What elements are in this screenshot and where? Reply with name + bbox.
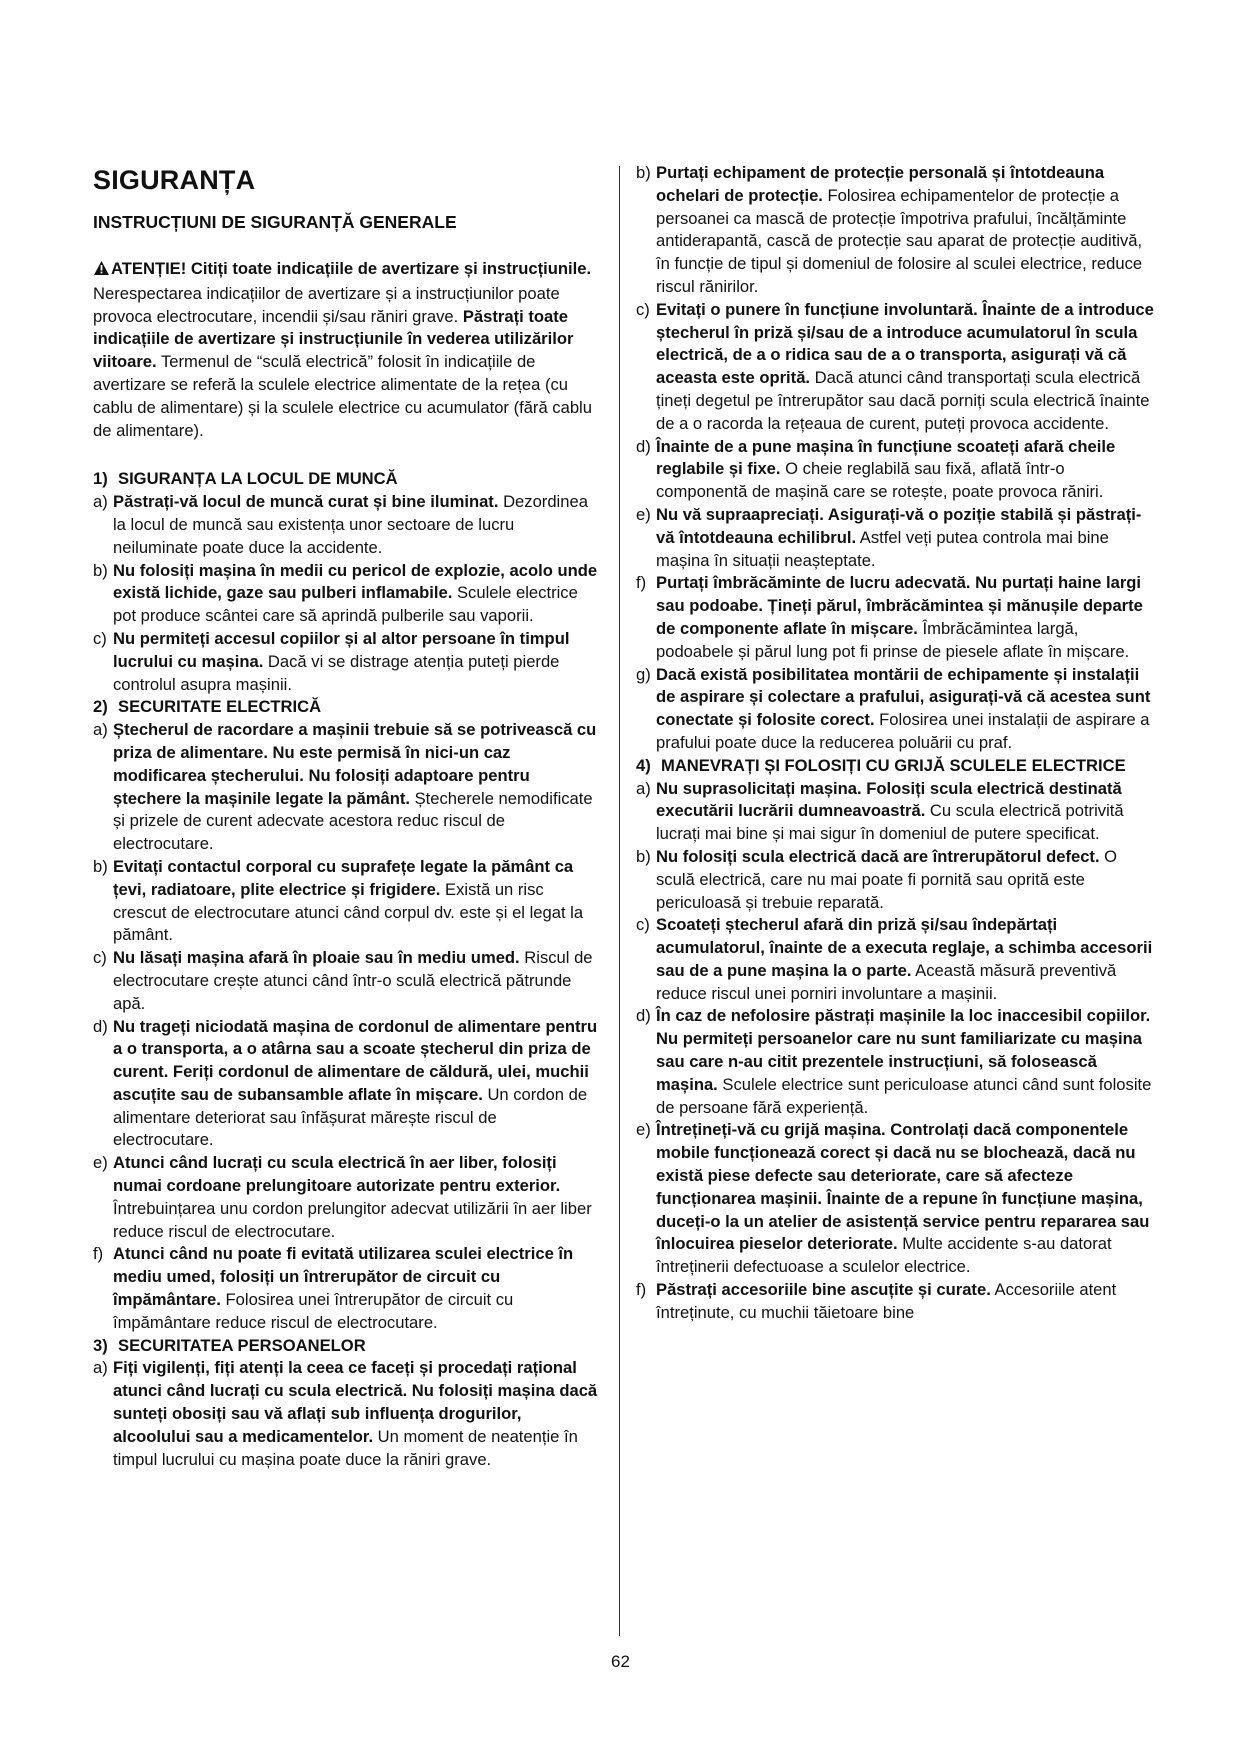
right-column [636, 162, 1156, 1325]
list-item: b) Evitați contactul corporal cu suprafețe legate la pământ ca țevi, radiatoare, plite electrice și frigidere. Există un risc crescut de electrocutare atunci când corpul dv. este și el legat la pământ. [93, 856, 584, 945]
intro-paragraph [93, 258, 601, 442]
column-divider [619, 166, 620, 1636]
intro-text-2: Termenul de “sculă electrică” folosit în indicațiile de avertizare se referă la sculele electrice alimentate de la rețea (cu cablu de alimentare) și la sculele electrice cu acumulator (fără cablu de alimentare). [93, 352, 592, 440]
list-item: f) Păstrați accesoriile bine ascuțite și curate. Accesoriile atent întreținute, cu muchii tăietoare bine [636, 1280, 1117, 1322]
intro-keep-bold: Păstrați toate indicațiile de avertizare și instrucțiunile în vederea utilizărilor viitoare. [93, 306, 574, 372]
section-heading: 4) MANEVRAȚI ȘI FOLOSIȚI CU GRIJĂ SCULELE ELECTRICE [636, 755, 1126, 775]
list-item: c) Scoateți ștecherul afară din priză și/sau îndepărtați acumulatorul, înainte de a executa reglaje, a schimba accesorii sau de a pune mașina la o parte. Această măsură preventivă reduce riscul unei porniri involuntare a mașinii. [636, 915, 1153, 1003]
section-heading: 1) SIGURANȚA LA LOCUL DE MUNCĂ [93, 469, 398, 489]
list-item: a) Ștecherul de racordare a mașinii trebuie să se potrivească cu priza de alimentare. Nu este permisă în nici-un caz modificarea ștecherului. Nu folosiți adaptoare pentru ștechere la mașinile legate la pământ. Ștecherele nemodificate și prizele de curent adecvate acestora reduc riscul de electrocutare. [93, 720, 597, 854]
section-heading: 3) SECURITATEA PERSOANELOR [93, 1335, 366, 1355]
list-item: c) Nu permiteți accesul copiilor și al altor persoane în timpul lucrului cu mașina. Dacă vi se distrage atenția puteți pierde controlul asupra mașinii. [93, 628, 570, 694]
page-title: SIGURANȚA [93, 165, 256, 195]
list-item: a) Nu suprasolicitați mașina. Folosiți scula electrică destinată executării lucrării dumneavoastră. Cu scula electrică potrivită lucrați mai bine și mai sigur în domeniul de putere specificat. [636, 778, 1124, 844]
list-item: d) În caz de nefolosire păstrați mașinile la loc inaccesibil copiilor. Nu permiteți persoanelor care nu sunt familiarizate cu mașina sau care n-au citit prezentele instrucțiuni, să folosească mașina. Sculele electrice sunt periculoase atunci când sunt folosite de persoane fără experiență. [636, 1006, 1152, 1117]
section-heading: 2) SECURITATE ELECTRICĂ [93, 697, 322, 717]
list-item: b) Purtați echipament de protecție personală și întotdeauna ochelari de protecție. Folosirea echipamentelor de protecție a persoanei ca mască de protecție împotriva prafului, încălțăminte antiderapantă, cască de protecție sau aparat de protecție auditivă, în funcție de tipul și domeniul de folosire al sculei electrice, reduce riscul rănirilor. [636, 163, 1143, 296]
page-number: 62 [611, 1652, 630, 1671]
list-item: b) Nu folosiți scula electrică dacă are întrerupătorul defect. O sculă electrică, care nu mai poate fi pornită sau oprită este periculoasă și trebuie reparată. [636, 846, 1118, 912]
list-item: a) Păstrați-vă locul de muncă curat și bine iluminat. Dezordinea la locul de muncă sau existența unor sectoare de lucru neiluminate poate duce la accidente. [93, 492, 588, 557]
list-item: e) Nu vă supraapreciați. Asigurați-vă o poziție stabilă și păstrați-vă întotdeauna echilibrul. Astfel veți putea controla mai bine mașina în situații neașteptate. [636, 504, 1142, 570]
list-item: g) Dacă există posibilitatea montării de echipamente și instalații de aspirare și colectare a prafului, asigurați-vă că acestea sunt conectate și folosite corect. Folosirea unei instalații de aspirare a prafului poate duce la reducerea poluării cu praf. [636, 664, 1151, 752]
list-item: e) Atunci când lucrați cu scula electrică în aer liber, folosiți numai cordoane prelungitoare autorizate pentru exterior. Întrebuințarea unu cordon prelungitor adecvat utilizării în aer liber reduce riscul de electrocutare. [93, 1153, 592, 1241]
warning-triangle-icon [93, 260, 110, 283]
list-item: e) Întrețineți-vă cu grijă mașina. Controlați dacă componentele mobile funcționează corect și dacă nu se blochează, dacă nu există piese defecte sau deteriorate, care să afecteze funcționarea mașinii. Înainte de a repune în funcțiune mașina, duceți-o la un atelier de asistență service pentru repararea sau înlocuirea pieselor deteriorate. Multe accidente s-au datorat întreținerii defectuoase a sculelor electrice. [636, 1120, 1150, 1277]
list-item: f) Atunci când nu poate fi evitată utilizarea sculei electrice în mediu umed, folosiți un întrerupător de circuit cu împământare. Folosirea unei întrerupător de circuit cu împământare reduce riscul de electrocutare. [93, 1244, 574, 1332]
list-item: f) Purtați îmbrăcăminte de lucru adecvată. Nu purtați haine largi sau podoabe. Țineți părul, îmbrăcămintea și mănușile departe de componente aflate în mișcare. Îmbrăcămintea largă, podoabele și părul lung pot fi prinse de piesele aflate în mișcare. [636, 573, 1143, 661]
intro-warning-bold: ATENȚIE! Citiți toate indicațiile de avertizare și instrucțiunile. [111, 259, 592, 278]
list-item: b) Nu folosiți mașina în medii cu pericol de explozie, acolo unde există lichide, gaze sau pulberi inflamabile. Sculele electrice pot produce scântei care să aprindă pulberile sau vaporii. [93, 560, 598, 626]
list-item: d) Nu trageți niciodată mașina de cordonul de alimentare pentru a o transporta, a o atârna sau a scoate ștecherul din priza de curent. Feriți cordonul de alimentare de căldură, ulei, muchii ascuțite sau de subansamble aflate în mișcare. Un cordon de alimentare deteriorat sau înfășurat mărește riscul de electrocutare. [93, 1016, 598, 1150]
list-item: c) Evitați o punere în funcțiune involuntară. Înainte de a introduce ștecherul în priză și/sau de a introduce acumulatorul în scula electrică, de a o ridica sau de a o transporta, asigurați vă că aceasta este oprită. Dacă atunci când transportați scula electrică țineți degetul pe întrerupător sau dacă porniți scula electrică înainte de a o racorda la rețeaua de curent, puteți provoca accidente. [636, 299, 1154, 433]
left-column [93, 162, 601, 1471]
list-item: a) Fiți vigilenți, fiți atenți la ceea ce faceți și procedați rațional atunci când lucrați cu scula electrică. Nu folosiți mașina dacă sunteți obosiți sau vă aflați sub influența drogurilor, alcoolului sau a medicamentelor. Un moment de neatenție în timpul lucrului cu mașina poate duce la răniri grave. [93, 1358, 598, 1469]
intro-text: Nerespectarea indicațiilor de avertizare și a instrucțiunilor poate provoca electrocutare, incendii și/sau răniri grave. [93, 283, 560, 326]
list-item: c) Nu lăsați mașina afară în ploaie sau în mediu umed. Riscul de electrocutare crește atunci când într-o sculă electrică pătrunde apă. [93, 948, 593, 1013]
list-item: d) Înainte de a pune mașina în funcțiune scoateți afară cheile reglabile și fixe. O cheie reglabilă sau fixă, aflată într-o componentă de mașină care se rotește, poate provoca răniri. [636, 436, 1116, 502]
section-subtitle: INSTRUCȚIUNI DE SIGURANȚĂ GENERALE [93, 212, 457, 232]
